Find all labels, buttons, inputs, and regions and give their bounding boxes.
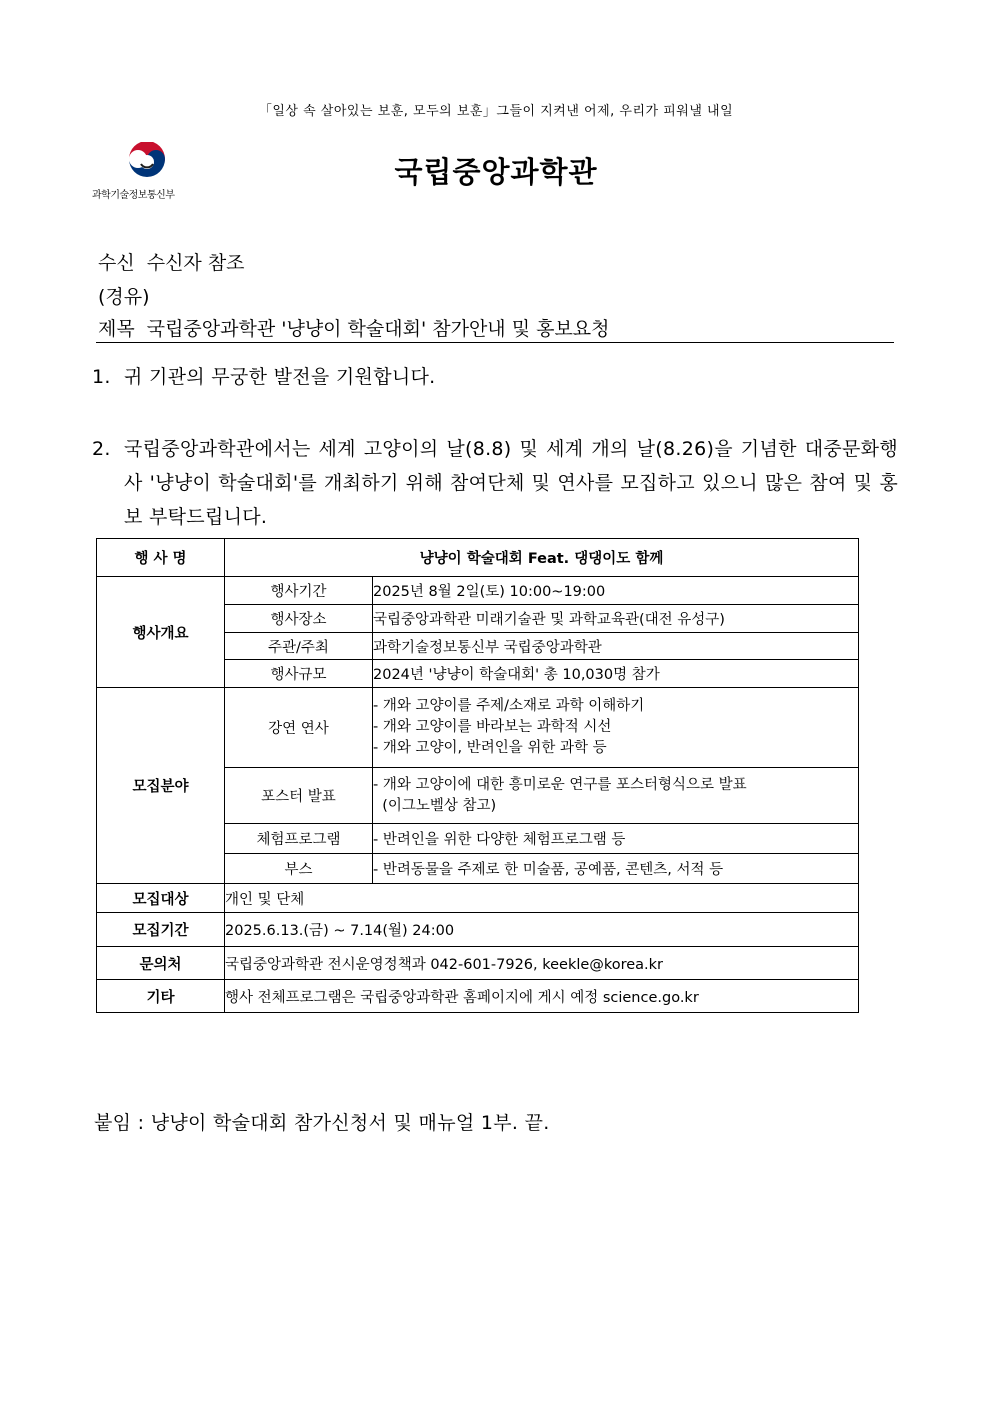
field-label: 강연 연사 bbox=[225, 688, 373, 768]
paragraph-1-text: 귀 기관의 무궁한 발전을 기원합니다. bbox=[124, 366, 436, 388]
contact-label: 문의처 bbox=[97, 947, 225, 980]
field-line: - 반려인을 위한 다양한 체험프로그램 등 bbox=[373, 824, 859, 854]
contact-value: 국립중앙과학관 전시운영정책과 042-601-7926, keekle@korea.kr bbox=[225, 947, 859, 980]
field-line: - 개와 고양이에 대한 흥미로운 연구를 포스터형식으로 발표 bbox=[373, 776, 747, 793]
table-row bbox=[97, 577, 859, 605]
overview-item-label: 행사장소 bbox=[225, 605, 373, 633]
overview-item-value: 국립중앙과학관 미래기술관 및 과학교육관(대전 유성구) bbox=[373, 605, 859, 633]
table-row bbox=[97, 947, 859, 980]
event-name-label: 행 사 명 bbox=[97, 539, 225, 577]
field-line: - 개와 고양이를 바라보는 과학적 시선 bbox=[373, 719, 612, 735]
overview-item-label: 주관/주최 bbox=[225, 633, 373, 660]
slogan: 「일상 속 살아있는 보훈, 모두의 보훈」그들이 지켜낸 어제, 우리가 피워낼 내일 bbox=[258, 104, 734, 119]
target-label: 모집대상 bbox=[97, 884, 225, 913]
event-info-table bbox=[96, 538, 859, 1013]
field-description bbox=[373, 768, 859, 824]
ministry-name: 과학기술정보통신부 bbox=[92, 190, 175, 201]
field-label: 포스터 발표 bbox=[225, 768, 373, 824]
table-row bbox=[97, 980, 859, 1013]
field-line: - 반려동물을 주제로 한 미술품, 공예품, 콘텐츠, 서적 등 bbox=[373, 854, 859, 884]
fields-label: 모집분야 bbox=[97, 688, 225, 884]
event-name-value: 냥냥이 학술대회 Feat. 댕댕이도 함께 bbox=[225, 539, 859, 577]
paragraph-2 bbox=[92, 432, 898, 534]
paragraph-1-number: 1. bbox=[92, 366, 111, 388]
table-row bbox=[97, 688, 859, 768]
etc-value: 행사 전체프로그램은 국립중앙과학관 홈페이지에 게시 예정 science.go.kr bbox=[225, 980, 859, 1013]
overview-item-value: 2025년 8월 2일(토) 10:00~19:00 bbox=[373, 577, 859, 605]
field-description bbox=[373, 688, 859, 768]
subject-label: 제목 bbox=[98, 318, 135, 340]
overview-item-label: 행사규모 bbox=[225, 660, 373, 688]
recipient-line bbox=[98, 248, 245, 275]
paragraph-2-text: 국립중앙과학관에서는 세계 고양이의 날(8.8) 및 세계 개의 날(8.26)을 기념한 대중문화행사 '냥냥이 학술대회'를 개최하기 위해 참여단체 및 연사를 모집하고 있으니 많은 참여 및 홍보 부탁드립니다. bbox=[124, 438, 898, 528]
etc-label: 기타 bbox=[97, 980, 225, 1013]
paragraph-2-number: 2. bbox=[92, 438, 111, 460]
attachment-note: 붙임 : 냥냥이 학술대회 참가신청서 및 매뉴얼 1부. 끝. bbox=[94, 1112, 550, 1134]
table-row bbox=[97, 539, 859, 577]
recipient-label: 수신 bbox=[98, 252, 135, 274]
field-line: - 개와 고양이, 반려인을 위한 과학 등 bbox=[373, 740, 607, 756]
period-value: 2025.6.13.(금) ~ 7.14(월) 24:00 bbox=[225, 913, 859, 947]
overview-item-value: 2024년 '냥냥이 학술대회' 총 10,030명 참가 bbox=[373, 660, 859, 688]
subject-line bbox=[98, 314, 610, 341]
subject-value: 국립중앙과학관 '냥냥이 학술대회' 참가안내 및 홍보요청 bbox=[146, 318, 610, 340]
overview-label: 행사개요 bbox=[97, 577, 225, 688]
field-label: 체험프로그램 bbox=[225, 824, 373, 854]
recipient-value: 수신자 참조 bbox=[146, 252, 245, 274]
table-row bbox=[97, 884, 859, 913]
overview-item-value: 과학기술정보통신부 국립중앙과학관 bbox=[373, 633, 859, 660]
field-line: (이그노벨상 참고) bbox=[373, 797, 497, 814]
organization-title: 국립중앙과학관 bbox=[394, 155, 598, 189]
field-line: - 개와 고양이를 주제/소재로 과학 이해하기 bbox=[373, 698, 645, 714]
subject-divider bbox=[96, 342, 894, 343]
target-value: 개인 및 단체 bbox=[225, 884, 859, 913]
overview-item-label: 행사기간 bbox=[225, 577, 373, 605]
via-line: (경유) bbox=[98, 286, 150, 308]
period-label: 모집기간 bbox=[97, 913, 225, 947]
table-row bbox=[97, 913, 859, 947]
paragraph-1 bbox=[92, 360, 898, 394]
field-label: 부스 bbox=[225, 854, 373, 884]
